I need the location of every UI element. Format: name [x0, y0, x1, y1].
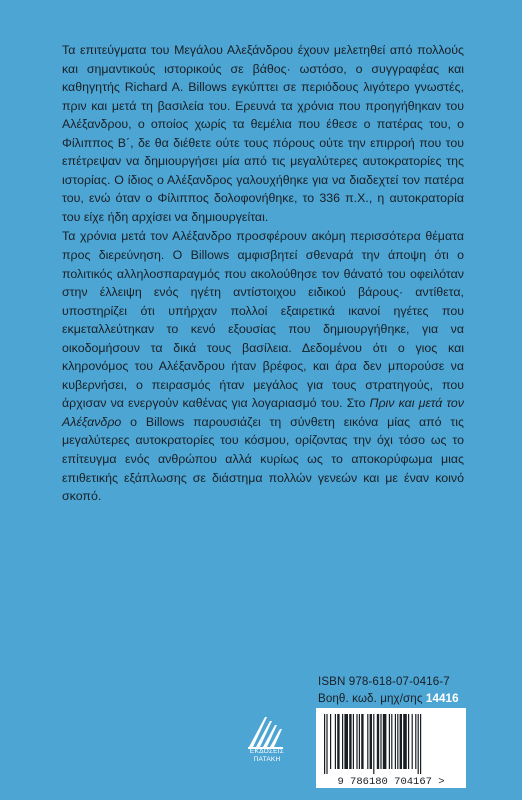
- barcode-bar: [377, 714, 379, 769]
- book-title-italic: Πριν και μετά τον Αλέξανδρο: [62, 396, 464, 429]
- barcode-bar: [344, 714, 348, 769]
- blurb-run: ο Billows παρουσιάζει τη σύνθετη εικόνα μίας από τις μεγαλύτερες αυτοκρατορίες του κόσμου, ορίζοντας την όχι τόσο ως το επίτευγμα ενός ανθρώπου αλλά κυρίως ως το αποκορύφωμα μιας επιθετικής εξάπλωσης σε διάστημα πολλών γενεών και με έναν κοινό σκοπό.: [62, 414, 464, 504]
- blurb-run: Τα χρόνια μετά τον Αλέξανδρο προσφέρουν ακόμη περισσότερα θέματα προς διερεύνηση. Ο Billows αμφισβητεί σθεναρά την άποψη ότι ο πολιτικός αλληλοσπαραγμός που ακολούθησε τον θάνατό του οφειλόταν στην έλλειψη ενός ηγέτη αντίστοιχου ειδικού βάρους· αντίθετα, υποστηρίζει ότι υπήρχαν πολλοί εξαιρετικά ικανοί ηγέτες που εκμεταλλεύτηκαν το κενό εξουσίας που δημιουργήθηκε, για να οικοδομήσουν τα δικά τους βασίλεια. Δεδομένου ότι ο γιος και κληρονόμος του Αλέξανδρου ήταν βρέφος, και άρα δεν μπορούσε να κυβερνήσει, ο πειρασμός ήταν μεγάλος για τους στρατηγούς, που άρχισαν να ενεργούν καθένας για λογαριασμό του. Στο: [62, 229, 464, 411]
- barcode-bar: [383, 714, 387, 769]
- barcode-bar: [324, 714, 325, 774]
- barcode-bar: [397, 714, 398, 769]
- isbn-block: [318, 673, 464, 707]
- helper-code: 14416: [425, 692, 459, 705]
- barcode-bars: [324, 714, 421, 774]
- barcode-bar: [389, 714, 390, 769]
- barcode-bar: [349, 714, 351, 769]
- barcode-bar: [403, 714, 407, 769]
- barcode-bar: [400, 714, 402, 769]
- barcode-bar: [391, 714, 392, 769]
- barcode-bar: [373, 714, 374, 774]
- publisher-line-1: ΕΚΔΟΣΕΙΣ: [249, 748, 285, 755]
- publisher-line-2: ΠΑΤΑΚΗ: [253, 755, 281, 763]
- barcode-digits: 9 786180 704167 >: [337, 776, 445, 788]
- back-cover-blurb: [62, 41, 464, 506]
- isbn-number: ISBN 978-618-07-0416-7: [318, 675, 450, 688]
- barcode-bar: [353, 714, 354, 769]
- barcode-bar: [415, 714, 416, 769]
- barcode-bar: [326, 714, 327, 774]
- publisher-logo-icon: [245, 712, 287, 752]
- barcode-bar: [335, 714, 336, 769]
- barcode-bar: [330, 714, 331, 769]
- barcode-bar: [361, 714, 363, 769]
- barcode-bar: [418, 714, 419, 774]
- barcode-bar: [337, 714, 339, 769]
- blurb-paragraph-1: [62, 41, 464, 226]
- barcode-bar: [342, 714, 343, 769]
- helper-code-label: Βοηθ. κωδ. μηχ/σης: [318, 692, 423, 705]
- barcode-bar: [356, 714, 357, 769]
- barcode-bar: [408, 714, 409, 769]
- barcode-bar: [395, 714, 396, 769]
- blurb-paragraph-2: [62, 227, 464, 505]
- barcode: [316, 708, 466, 788]
- barcode-bar: [370, 714, 372, 769]
- barcode-bar: [412, 714, 413, 769]
- barcode-bar: [420, 714, 421, 774]
- publisher-name: [238, 748, 296, 763]
- barcode-bar: [367, 714, 368, 769]
- barcode-graphic: [316, 708, 466, 788]
- helper-code-line: [318, 690, 464, 707]
- barcode-bar: [380, 714, 381, 769]
- barcode-bar: [359, 714, 360, 769]
- blurb-run: Τα επιτεύγματα του Μεγάλου Αλεξάνδρου έχουν μελετηθεί από πολλούς και σημαντικούς ιστορικούς σε βάθος· ωστόσο, ο συγγραφέας και καθηγητής Richard A. Billows εγκύπτει σε περιόδους λιγότερο γνωστές, πριν και μετά τη βασιλεία του. Ερευνά τα χρόνια που προηγήθηκαν του Αλέξανδρου, ο οποίος χωρίς τα θεμέλια που έθεσε ο πατέρας του, ο Φίλιππος Β΄, δε θα διέθετε ούτε τους πόρους ούτε την επιρροή που του επέτρεψαν να δημιουργήσει μία από τις μεγαλύτερες αυτοκρατορίες της ιστορίας. Ο ίδιος ο Αλέξανδρος γαλουχήθηκε για να διαδεχτεί τον πατέρα του, ενώ όταν ο Φίλιππος δολοφονήθηκε, το 336 π.Χ., η αυτοκρατορία του είχε ήδη αρχίσει να δημιουργείται.: [62, 43, 464, 224]
